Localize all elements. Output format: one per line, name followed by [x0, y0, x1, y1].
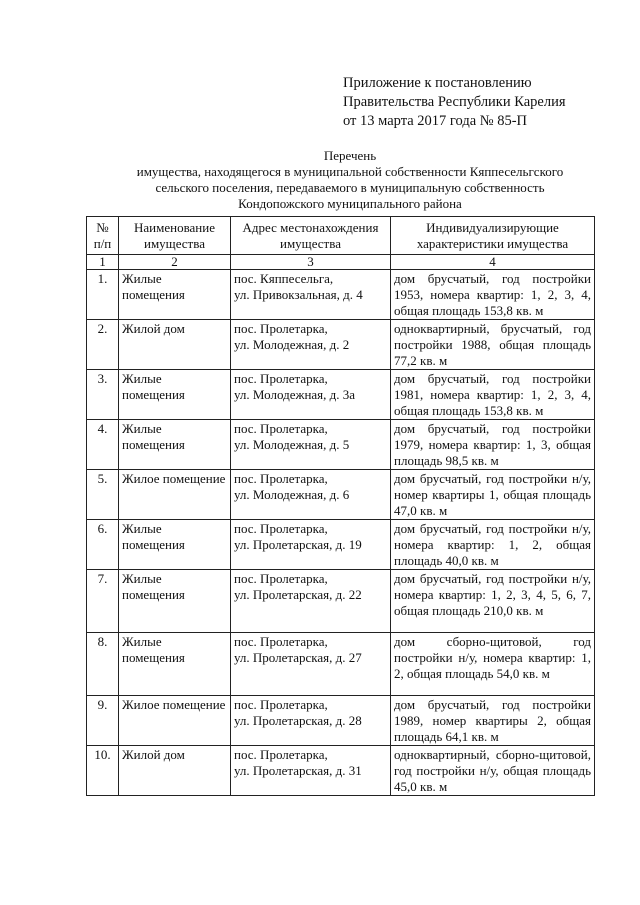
table-row [87, 370, 595, 420]
column-number: 4 [391, 255, 595, 270]
column-numbers-row [87, 255, 595, 270]
address-locality: пос. Пролетарка, [234, 747, 328, 762]
address-street: ул. Молодежная, д. 6 [234, 487, 350, 502]
row-number: 10. [87, 746, 119, 796]
address-street: ул. Пролетарская, д. 19 [234, 537, 362, 552]
property-address [231, 370, 391, 420]
address-locality: пос. Пролетарка, [234, 321, 328, 336]
document-title [70, 148, 630, 212]
table-row [87, 470, 595, 520]
header-number: № п/п [87, 217, 119, 255]
address-street: ул. Привокзальная, д. 4 [234, 287, 363, 302]
row-number: 7. [87, 570, 119, 633]
table-row [87, 633, 595, 696]
property-name: Жилые помещения [119, 420, 231, 470]
address-locality: пос. Кяппесельга, [234, 271, 334, 286]
property-details: дом брусчатый, год постройки н/у, номера квартир: 1, 2, 3, 4, 5, 6, 7, общая площадь 210,0 кв. м [391, 570, 595, 633]
table-row [87, 420, 595, 470]
address-street: ул. Молодежная, д. 3а [234, 387, 356, 402]
address-street: ул. Пролетарская, д. 31 [234, 763, 362, 778]
address-street: ул. Пролетарская, д. 27 [234, 650, 362, 665]
property-address [231, 633, 391, 696]
property-details: дом брусчатый, год постройки н/у, номера квартир: 1, 2, общая площадь 40,0 кв. м [391, 520, 595, 570]
address-locality: пос. Пролетарка, [234, 421, 328, 436]
header-details: Индивидуализирующие характеристики имущества [391, 217, 595, 255]
appendix-line-2: Правительства Республики Карелия [343, 94, 566, 110]
address-locality: пос. Пролетарка, [234, 371, 328, 386]
property-details: дом брусчатый, год постройки н/у, номер квартиры 1, общая площадь 47,0 кв. м [391, 470, 595, 520]
table-row [87, 520, 595, 570]
title-line-2: имущества, находящегося в муниципальной собственности Кяппесельгского [136, 164, 564, 179]
row-number: 3. [87, 370, 119, 420]
address-locality: пос. Пролетарка, [234, 521, 328, 536]
table-row [87, 570, 595, 633]
row-number: 6. [87, 520, 119, 570]
table-row [87, 270, 595, 320]
address-locality: пос. Пролетарка, [234, 571, 328, 586]
property-address [231, 696, 391, 746]
property-address [231, 420, 391, 470]
title-line-1: Перечень [323, 148, 377, 163]
row-number: 2. [87, 320, 119, 370]
property-name: Жилые помещения [119, 570, 231, 633]
header-name: Наименование имущества [119, 217, 231, 255]
table-header-row [87, 217, 595, 255]
property-table [86, 216, 595, 796]
address-street: ул. Пролетарская, д. 28 [234, 713, 362, 728]
row-number: 5. [87, 470, 119, 520]
property-details: дом брусчатый, год постройки 1979, номера квартир: 1, 3, общая площадь 98,5 кв. м [391, 420, 595, 470]
address-locality: пос. Пролетарка, [234, 471, 328, 486]
property-name: Жилые помещения [119, 370, 231, 420]
appendix-header [343, 74, 566, 131]
property-address [231, 520, 391, 570]
table-row [87, 696, 595, 746]
property-address [231, 470, 391, 520]
property-details: одноквартирный, сборно-щитовой, год постройки н/у, общая площадь 45,0 кв. м [391, 746, 595, 796]
property-address [231, 270, 391, 320]
address-street: ул. Пролетарская, д. 22 [234, 587, 362, 602]
appendix-line-1: Приложение к постановлению [343, 75, 532, 91]
property-name: Жилые помещения [119, 270, 231, 320]
address-locality: пос. Пролетарка, [234, 634, 328, 649]
appendix-line-3: от 13 марта 2017 года № 85-П [343, 113, 528, 129]
property-name: Жилой дом [119, 746, 231, 796]
title-line-3: сельского поселения, передаваемого в муниципальную собственность [155, 180, 545, 195]
property-details: дом брусчатый, год постройки 1953, номера квартир: 1, 2, 3, 4, общая площадь 153,8 кв. м [391, 270, 595, 320]
property-name: Жилые помещения [119, 633, 231, 696]
property-details: дом сборно-щитовой, год постройки н/у, номера квартир: 1, 2, общая площадь 54,0 кв. м [391, 633, 595, 696]
property-details: одноквартирный, брусчатый, год постройки 1988, общая площадь 77,2 кв. м [391, 320, 595, 370]
property-name: Жилое помещение [119, 696, 231, 746]
row-number: 4. [87, 420, 119, 470]
header-address: Адрес местонахождения имущества [231, 217, 391, 255]
column-number: 1 [87, 255, 119, 270]
column-number: 2 [119, 255, 231, 270]
property-name: Жилое помещение [119, 470, 231, 520]
column-number: 3 [231, 255, 391, 270]
address-street: ул. Молодежная, д. 2 [234, 337, 350, 352]
property-address [231, 746, 391, 796]
property-name: Жилой дом [119, 320, 231, 370]
row-number: 1. [87, 270, 119, 320]
table-row [87, 746, 595, 796]
title-line-4: Кондопожского муниципального района [238, 196, 462, 211]
address-street: ул. Молодежная, д. 5 [234, 437, 350, 452]
property-address [231, 320, 391, 370]
address-locality: пос. Пролетарка, [234, 697, 328, 712]
table-row [87, 320, 595, 370]
property-name: Жилые помещения [119, 520, 231, 570]
row-number: 9. [87, 696, 119, 746]
property-address [231, 570, 391, 633]
property-details: дом брусчатый, год постройки 1981, номера квартир: 1, 2, 3, 4, общая площадь 153,8 кв. м [391, 370, 595, 420]
row-number: 8. [87, 633, 119, 696]
property-details: дом брусчатый, год постройки 1989, номер квартиры 2, общая площадь 64,1 кв. м [391, 696, 595, 746]
